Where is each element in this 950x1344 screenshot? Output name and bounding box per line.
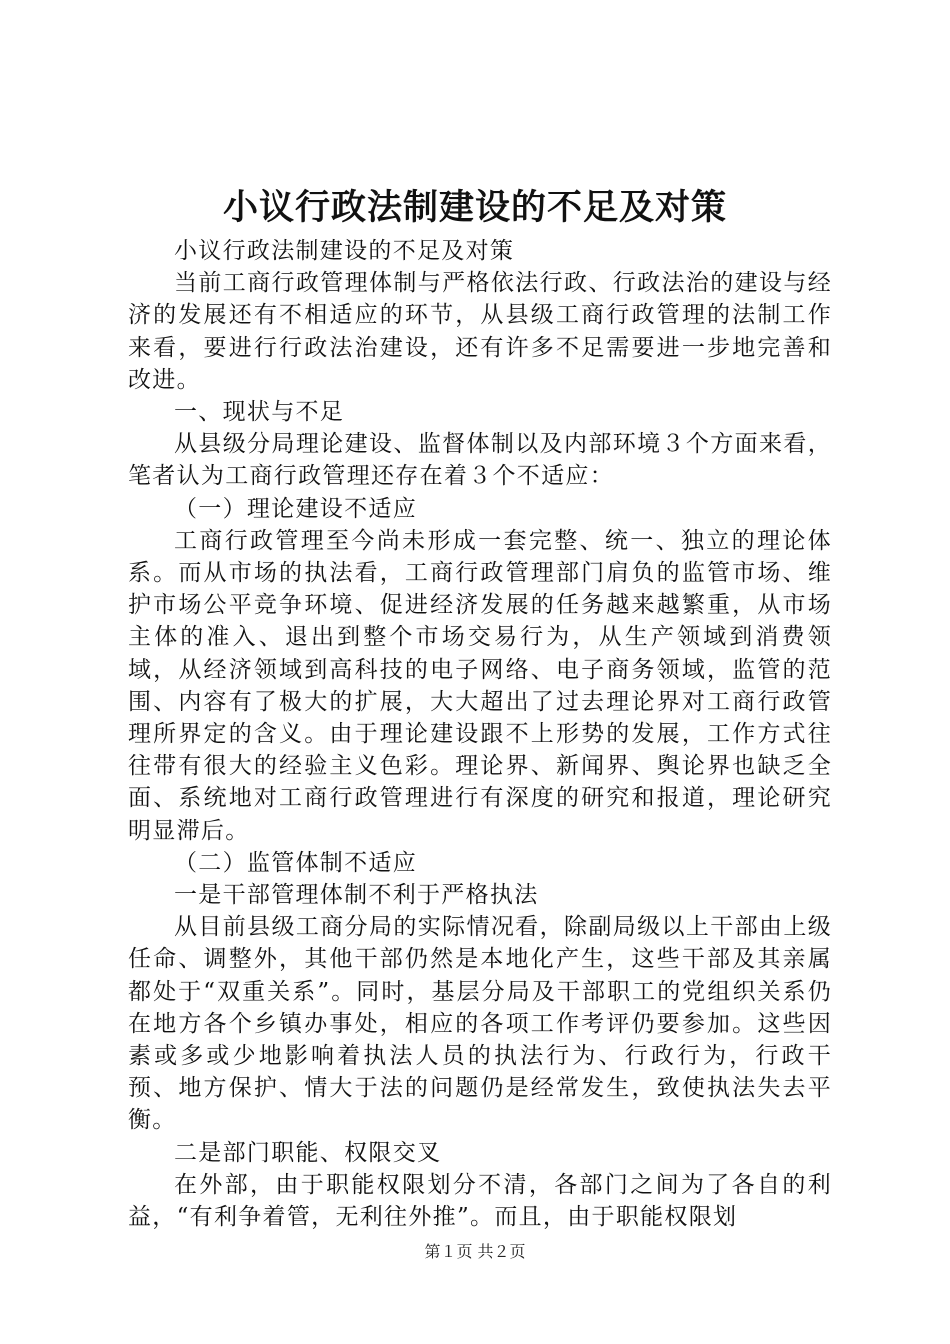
subsection-heading-supervision: （二）监管体制不适应 (174, 849, 417, 876)
point-heading-cadre: 一是干部管理体制不利于严格执法 (174, 882, 539, 909)
page-title: 小议行政法制建设的不足及对策 (222, 187, 727, 228)
point-heading-functions: 二是部门职能、权限交叉 (174, 1139, 442, 1166)
paragraph-intro: 当前工商行政管理体制与严格依法行政、行政法治的建设与经济的发展还有不相适应的环节，从县级工商行政管理的法制工作来看，要进行行政法治建设，还有许多不足需要进一步地完善和改进。 (128, 270, 832, 393)
paragraph-functions: 在外部，由于职能权限划分不清，各部门之间为了各自的利益，“有利争着管，无利往外推”。而且，由于职能权限划 (128, 1171, 832, 1231)
subtitle: 小议行政法制建设的不足及对策 (174, 238, 515, 264)
document-body (128, 235, 832, 1233)
section-heading-status: 一、现状与不足 (174, 399, 345, 426)
page-number-footer: 第１页 共２页 (424, 1242, 526, 1261)
subsection-heading-theory: （一）理论建设不适应 (174, 495, 417, 522)
paragraph-cadre: 从目前县级工商分局的实际情况看，除副局级以上干部由上级任命、调整外，其他干部仍然是本地化产生，这些干部及其亲属都处于“双重关系”。同时，基层分局及干部职工的党组织关系仍在地方各个乡镇办事处，相应的各项工作考评仍要参加。这些因素或多或少地影响着执法人员的执法行为、行政行为，行政干预、地方保护、情大于法的问题仍是经常发生，致使执法失去平衡。 (128, 914, 832, 1134)
paragraph-theory: 工商行政管理至今尚未形成一套完整、统一、独立的理论体系。而从市场的执法看，工商行政管理部门肩负的监管市场、维护市场公平竞争环境、促进经济发展的任务越来越繁重，从市场主体的准入、退出到整个市场交易行为，从生产领域到消费领域，从经济领域到高科技的电子网络、电子商务领域，监管的范围、内容有了极大的扩展，大大超出了过去理论界对工商行政管理所界定的含义。由于理论建设跟不上形势的发展，工作方式往往带有很大的经验主义色彩。理论界、新闻界、舆论界也缺乏全面、系统地对工商行政管理进行有深度的研究和报道，理论研究明显滞后。 (128, 527, 832, 844)
paragraph-overview: 从县级分局理论建设、监督体制以及内部环境３个方面来看，笔者认为工商行政管理还存在着３个不适应： (128, 431, 832, 490)
